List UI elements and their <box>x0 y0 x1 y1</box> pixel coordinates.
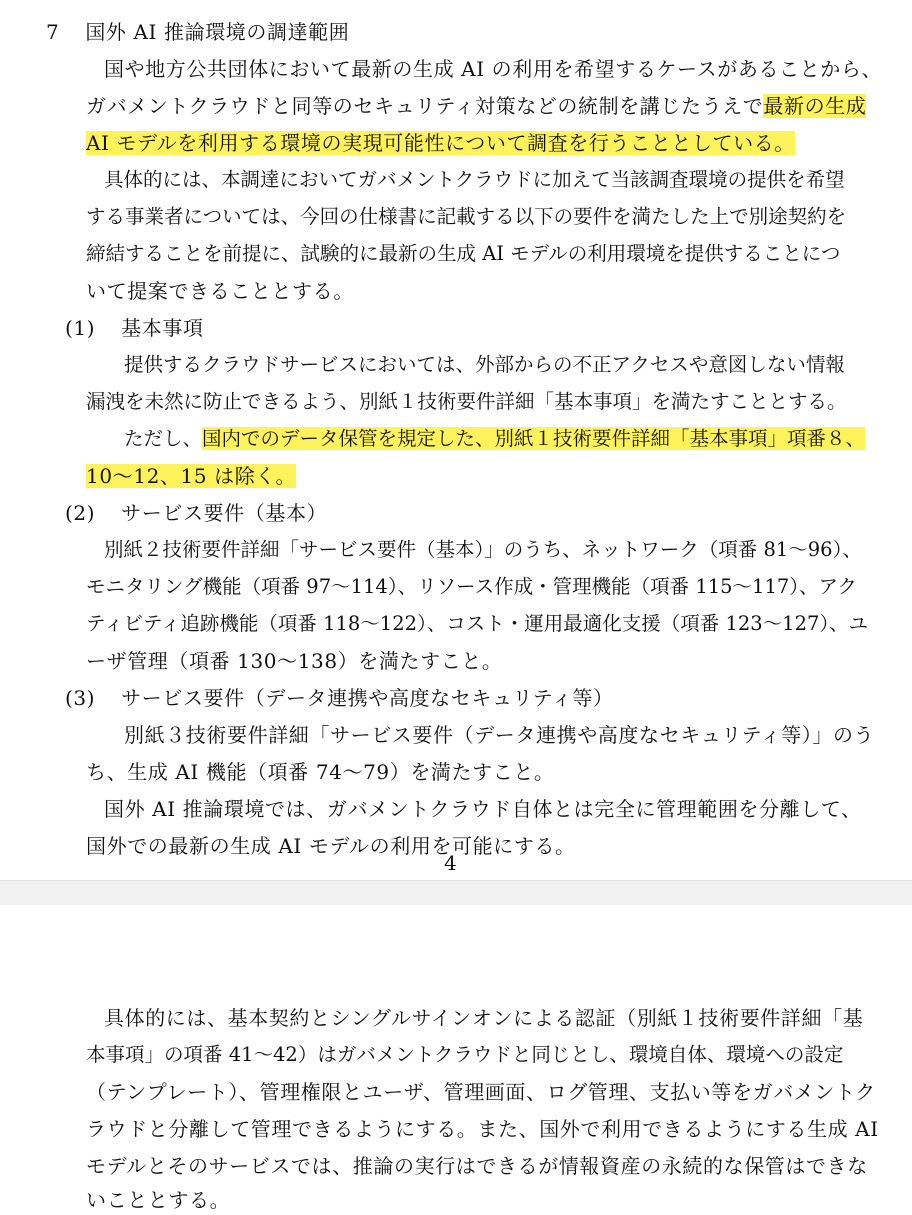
page-separator <box>0 880 912 906</box>
detail-line-1: 具体的には、本調達においてガバメントクラウドに加えて当該調査環境の提供を希望 <box>104 168 845 191</box>
page-number: 4 <box>444 851 457 875</box>
page2-line-1: 具体的には、基本契約とシングルサインオンによる認証（別紙１技術要件詳細「基 <box>104 1006 864 1030</box>
item-3-line-2: ち、生成 AI 機能（項番 74～79）を満たすこと。 <box>86 760 555 784</box>
item-3-heading <box>65 683 614 713</box>
item-2-line-1: 別紙２技術要件詳細「サービス要件（基本）」のうち、ネットワーク（項番 81～96）、 <box>104 538 862 561</box>
item-1-title: 基本事項 <box>121 316 204 340</box>
item-1-line-2: 漏洩を未然に防止できるよう、別紙１技術要件詳細「基本事項」を満たすこととする。 <box>86 390 847 413</box>
item-1-line-3 <box>124 424 865 454</box>
item-3-number: (3) <box>65 686 96 710</box>
item-1-number: (1) <box>65 316 96 340</box>
item-1-line-3-plain: ただし、 <box>124 427 203 450</box>
item-1-highlight-1: 国内でのデータ保管を規定した、別紙１技術要件詳細「基本事項」項番８、 <box>202 427 866 450</box>
item-1-heading <box>65 313 204 343</box>
page2-line-6: いこととする。 <box>86 1188 231 1212</box>
intro-line-1: 国や地方公共団体において最新の生成 AI の利用を希望するケースがあることから、 <box>104 57 883 81</box>
closing-line-1: 国外 AI 推論環境では、ガバメントクラウド自体とは完全に管理範囲を分離して、 <box>104 797 862 821</box>
item-1-line-1: 提供するクラウドサービスにおいては、外部からの不正アクセスや意図しない情報 <box>124 353 845 376</box>
page2-line-4: ラウドと分離して管理できるようにする。また、国外で利用できるようにする生成 AI <box>86 1117 879 1141</box>
item-2-line-3: ティビティ追跡機能（項番 118～122）、コスト・運用最適化支援（項番 123～127）、ユ <box>86 612 869 635</box>
page2-line-2: 本事項」の項番 41～42）はガバメントクラウドと同じとし、環境自体、環境への設定 <box>86 1043 844 1066</box>
intro-highlight-2: AI モデルを利用する環境の実現可能性について調査を行うこととしている。 <box>86 131 795 155</box>
detail-line-2: する事業者については、今回の仕様書に記載する以下の要件を満たした上で別途契約を <box>86 205 847 228</box>
document-page-5 <box>0 905 912 1212</box>
section-title: 国外 AI 推論環境の調達範囲 <box>85 20 350 44</box>
section-heading <box>46 17 349 47</box>
page2-line-3: （テンプレート）、管理権限とユーザ、管理画面、ログ管理、支払い等をガバメントク <box>86 1080 876 1104</box>
item-3-title: サービス要件（データ連携や高度なセキュリティ等） <box>121 686 614 710</box>
item-2-line-4: ーザ管理（項番 130～138）を満たすこと。 <box>86 649 503 673</box>
intro-line-2 <box>86 91 866 121</box>
item-2-heading <box>65 498 327 528</box>
detail-line-4: いて提案できることとする。 <box>86 279 354 303</box>
intro-line-2-plain: ガバメントクラウドと同等のセキュリティ対策などの統制を講じたうえで <box>86 94 764 118</box>
closing-line-2: 国外での最新の生成 AI モデルの利用を可能にする。 <box>86 834 576 858</box>
detail-line-3: 締結することを前提に、試験的に最新の生成 AI モデルの利用環境を提供することにつ <box>86 242 841 265</box>
section-number: 7 <box>46 20 60 44</box>
intro-line-3 <box>86 128 795 158</box>
item-3-line-1: 別紙３技術要件詳細「サービス要件（データ連携や高度なセキュリティ等）」のう <box>124 723 875 747</box>
page2-line-5: モデルとそのサービスでは、推論の実行はできるが情報資産の永続的な保管はできな <box>86 1154 868 1178</box>
item-2-title: サービス要件（基本） <box>121 501 328 525</box>
item-1-highlight-2: 10～12、15 は除く。 <box>86 464 297 488</box>
item-2-number: (2) <box>65 501 96 525</box>
intro-highlight-1: 最新の生成 <box>763 94 867 118</box>
item-1-line-4 <box>86 461 296 491</box>
item-2-line-2: モニタリング機能（項番 97～114）、リソース作成・管理機能（項番 115～117）、アク <box>86 575 857 598</box>
